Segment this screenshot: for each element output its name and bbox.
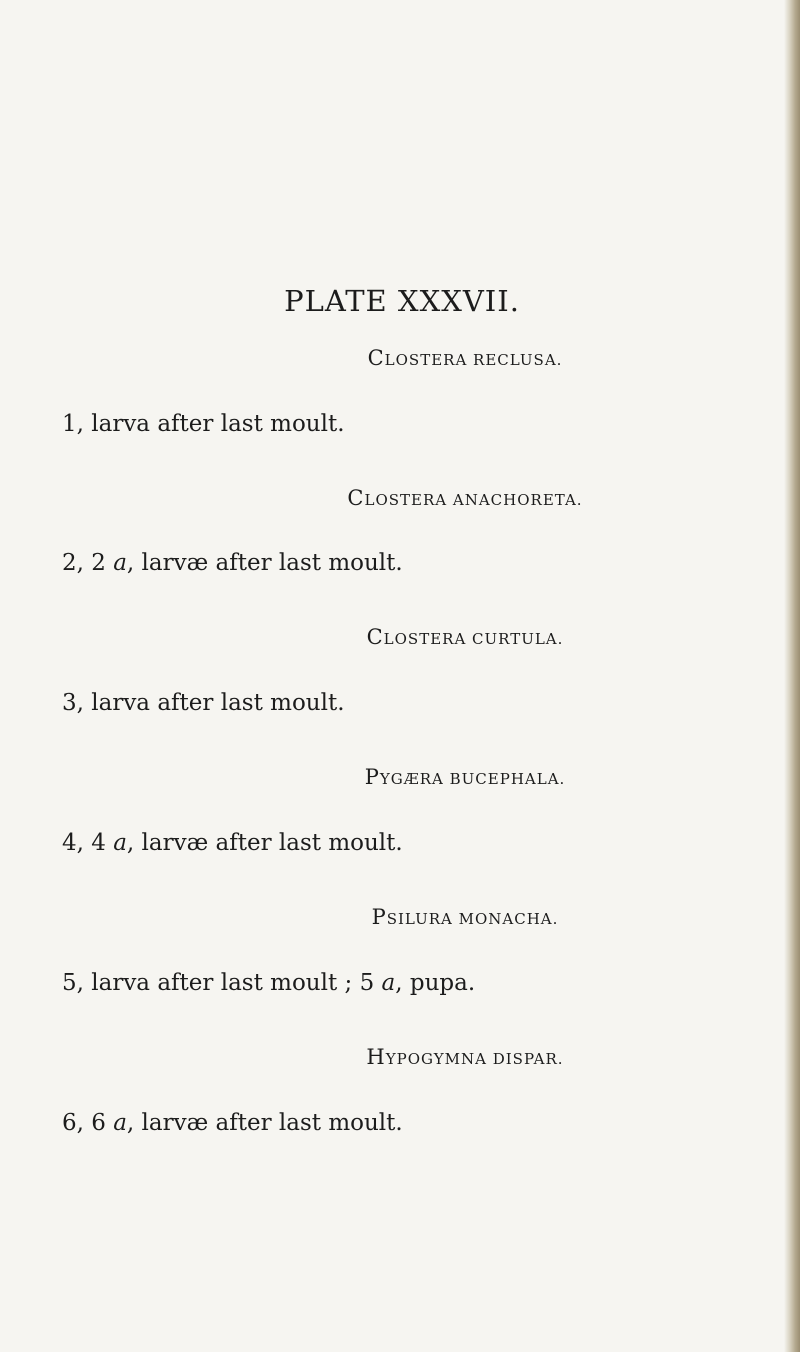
heading-rest: LOSTERA CURTULA. — [383, 630, 564, 648]
heading-initial: P — [364, 765, 380, 789]
section-heading — [0, 1045, 800, 1069]
plate-entry: 3, larva after last moult. — [62, 690, 345, 716]
entry-text: , larvæ after last moult. — [126, 1110, 403, 1136]
entry-italic: a — [381, 970, 396, 996]
entry-italic: a — [113, 1110, 127, 1136]
heading-rest: SILURA MONACHA. — [386, 910, 559, 928]
heading-initial: H — [366, 1045, 386, 1069]
heading-initial: C — [367, 346, 385, 370]
plate-entry — [62, 830, 403, 856]
entry-text: , larvæ after last moult. — [126, 550, 403, 576]
heading-rest: LOSTERA ANACHORETA. — [364, 491, 583, 509]
plate-entry: 1, larva after last moult. — [62, 411, 345, 437]
plate-title: PLATE XXXVII. — [284, 284, 520, 318]
entry-italic: a — [113, 830, 127, 856]
section-heading — [0, 625, 800, 649]
entry-text: 4, 4 — [62, 830, 114, 856]
entry-text: , pupa. — [395, 970, 476, 996]
section-heading — [0, 486, 800, 510]
section-heading — [0, 346, 800, 370]
entry-text: 6, 6 — [62, 1110, 114, 1136]
entry-italic: a — [113, 550, 127, 576]
heading-rest: YGÆRA BUCEPHALA. — [379, 770, 566, 788]
entry-text: 5, larva after last moult ; 5 — [62, 970, 382, 996]
heading-rest: YPOGYMNA DISPAR. — [385, 1050, 564, 1068]
entry-text: 2, 2 — [62, 550, 114, 576]
plate-entry — [62, 1110, 403, 1136]
heading-initial: C — [366, 625, 384, 649]
heading-initial: P — [371, 905, 387, 929]
heading-initial: C — [347, 486, 365, 510]
page-edge — [784, 0, 800, 1352]
plate-entry — [62, 550, 403, 576]
heading-rest: LOSTERA RECLUSA. — [384, 351, 563, 369]
section-heading — [0, 765, 800, 789]
plate-entry — [62, 970, 475, 996]
entry-text: , larvæ after last moult. — [126, 830, 403, 856]
section-heading — [0, 905, 800, 929]
